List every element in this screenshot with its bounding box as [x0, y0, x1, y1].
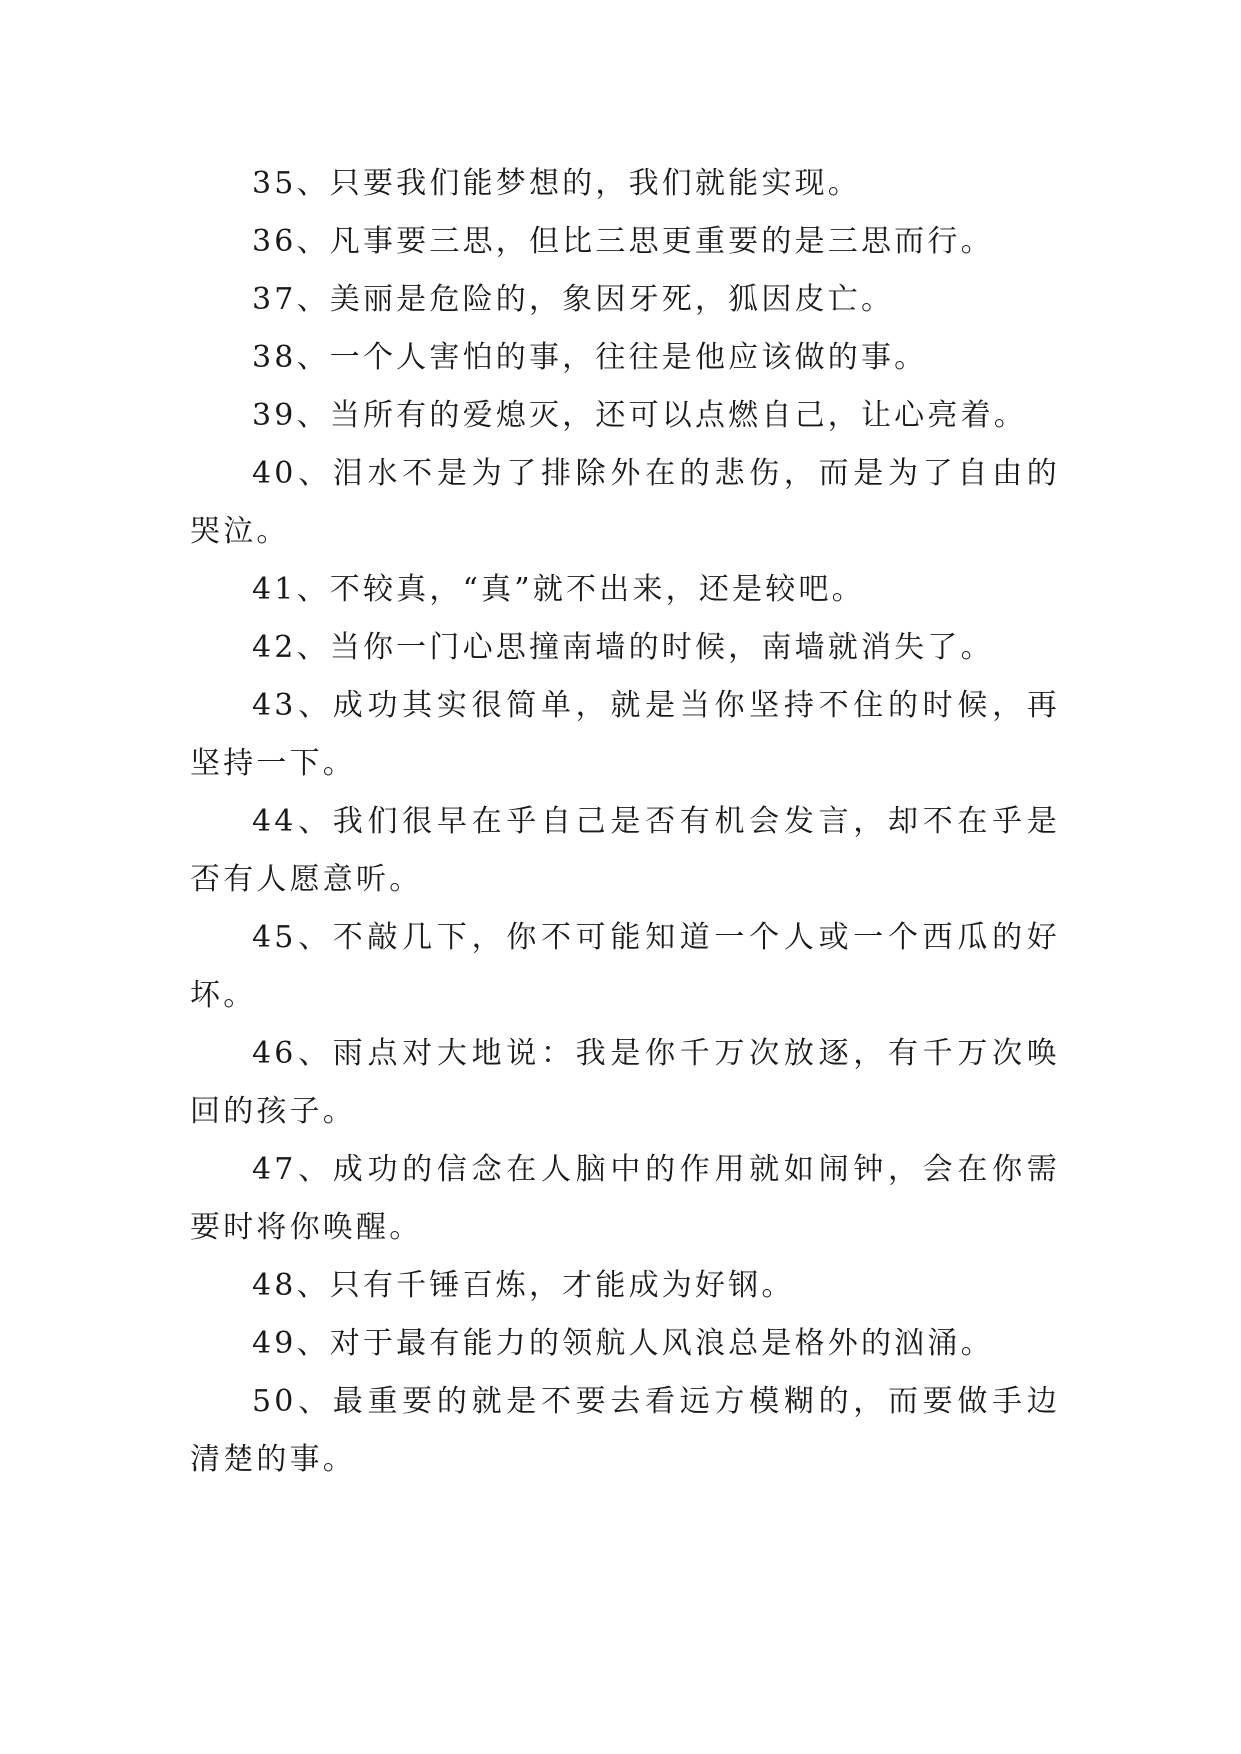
quote-49: 49、对于最有能力的领航人风浪总是格外的汹涌。: [252, 1326, 994, 1361]
quote-41: 41、不较真，“真”就不出来，还是较吧。: [252, 572, 865, 607]
quote-40: 40、泪水不是为了排除外在的悲伤，而是为了自由的哭泣。: [190, 456, 1060, 549]
quote-43: 43、成功其实很简单，就是当你坚持不住的时候，再坚持一下。: [190, 688, 1060, 781]
quote-38: 38、一个人害怕的事，往往是他应该做的事。: [252, 340, 928, 375]
quote-47: 47、成功的信念在人脑中的作用就如闹钟，会在你需要时将你唤醒。: [190, 1152, 1060, 1245]
quote-46: 46、雨点对大地说：我是你千万次放逐，有千万次唤回的孩子。: [190, 1036, 1060, 1129]
quote-39: 39、当所有的爱熄灭，还可以点燃自己，让心亮着。: [252, 398, 1027, 433]
quote-35: 35、只要我们能梦想的，我们就能实现。: [252, 166, 861, 201]
quote-45: 45、不敲几下，你不可能知道一个人或一个西瓜的好坏。: [190, 920, 1060, 1013]
quote-44: 44、我们很早在乎自己是否有机会发言，却不在乎是否有人愿意听。: [190, 804, 1060, 897]
quote-36: 36、凡事要三思，但比三思更重要的是三思而行。: [252, 224, 994, 259]
quote-37: 37、美丽是危险的，象因牙死，狐因皮亡。: [252, 282, 895, 317]
document-page: [190, 155, 1060, 1489]
quote-48: 48、只有千锤百炼，才能成为好钢。: [252, 1268, 795, 1303]
quote-50: 50、最重要的就是不要去看远方模糊的，而要做手边清楚的事。: [190, 1384, 1060, 1477]
quote-42: 42、当你一门心思撞南墙的时候，南墙就消失了。: [252, 630, 994, 665]
